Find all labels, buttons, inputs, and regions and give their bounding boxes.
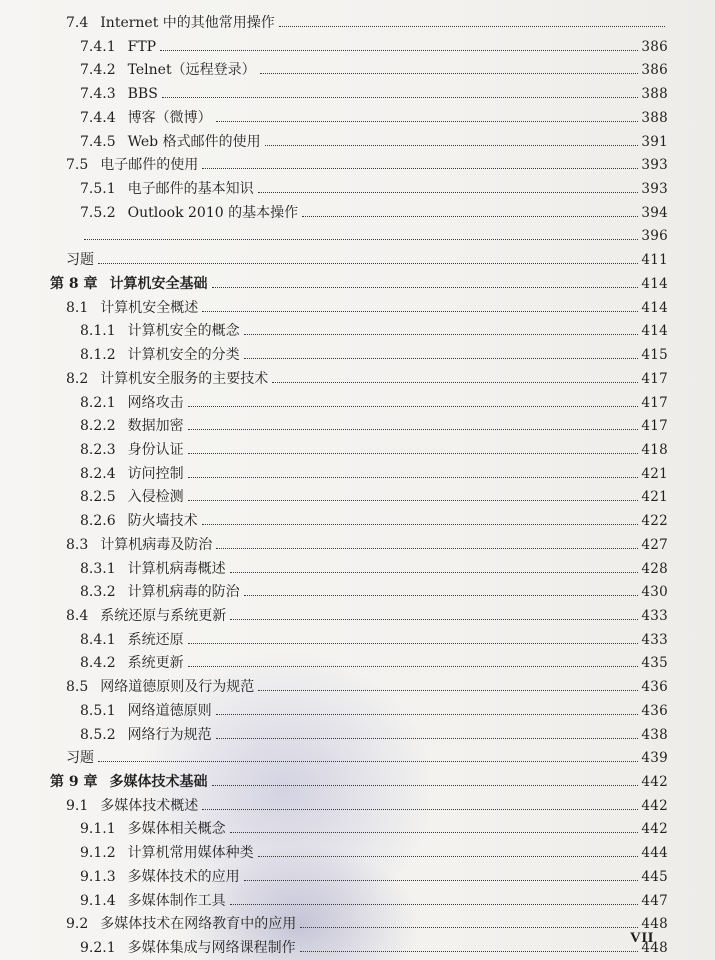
entry-number: 9.1.4 (80, 892, 116, 909)
entry-page-number: 421 (641, 465, 668, 482)
entry-title: 博客（微博） (127, 109, 212, 126)
entry-number: 7.4 (66, 15, 89, 31)
dot-leader (216, 120, 639, 122)
entry-page-number: 447 (641, 892, 668, 909)
dot-leader (258, 689, 638, 691)
entry-page-number: 417 (641, 394, 668, 411)
dot-leader (160, 49, 638, 51)
entry-number: 7.5.1 (80, 181, 116, 198)
dot-leader (202, 167, 638, 169)
entry-number: 8.2.3 (80, 441, 116, 458)
entry-page-number: 436 (641, 679, 668, 696)
entry-page-number: 414 (641, 299, 668, 316)
dot-leader (300, 926, 638, 928)
toc-subsection-entry (80, 814, 668, 838)
entry-page-number: 394 (641, 204, 668, 221)
dot-leader (188, 665, 639, 667)
dot-leader (300, 950, 639, 952)
entry-title: 网络行为规范 (127, 726, 212, 743)
entry-page-number: 436 (641, 702, 668, 719)
entry-title: 系统还原 (127, 631, 184, 648)
toc-subsection-entry (80, 55, 668, 79)
entry-number: 8.2.1 (80, 394, 116, 411)
entry-page-number: 433 (641, 631, 668, 648)
entry-page-number: 417 (641, 370, 668, 387)
entry-title: 系统更新 (127, 655, 184, 672)
entry-page-number: 393 (641, 157, 668, 174)
entry-number: 8.5.2 (80, 726, 116, 743)
toc-section-entry (66, 364, 668, 388)
dot-leader (202, 523, 639, 525)
entry-number: 8.2.4 (80, 465, 116, 482)
entry-title: 身份认证 (127, 441, 184, 458)
entry-page-number: 442 (641, 797, 668, 814)
toc-subsection-entry (80, 577, 668, 601)
entry-page-number: 448 (641, 916, 668, 933)
dot-leader (216, 547, 638, 549)
toc-chapter-entry (50, 767, 668, 791)
toc-subsection-entry (80, 388, 668, 412)
toc-subsection-entry (80, 198, 668, 222)
entry-title: 多媒体技术在网络教育中的应用 (100, 916, 297, 933)
entry-number: 8.1.1 (80, 323, 116, 340)
entry-page-number: 442 (641, 774, 668, 791)
dot-leader (216, 737, 639, 739)
dot-leader (212, 784, 639, 786)
entry-page-number: 415 (641, 347, 668, 364)
entry-number: 8.4.1 (80, 631, 116, 648)
entry-number: 8.1.2 (80, 347, 116, 364)
entry-number: 7.4.1 (80, 38, 116, 55)
toc-subsection-entry (80, 316, 668, 340)
toc-subsection-entry (80, 838, 668, 862)
entry-title: 计算机安全的分类 (127, 347, 240, 364)
entry-title: 防火墙技术 (127, 513, 198, 530)
toc-subsection-entry (80, 862, 668, 886)
toc-section-entry (66, 672, 668, 696)
entry-number: 9.1.2 (80, 845, 116, 862)
entry-title: 计算机病毒的防治 (127, 584, 240, 601)
entry-page-number: 438 (641, 726, 668, 743)
entry-number: 7.5.2 (80, 204, 116, 221)
dot-leader (98, 760, 638, 762)
entry-number: 9.2 (66, 916, 89, 933)
toc-subsection-entry (80, 103, 668, 127)
dot-leader (188, 452, 639, 454)
dot-leader (230, 903, 639, 905)
entry-title: 多媒体技术概述 (100, 797, 199, 814)
dot-leader (265, 144, 639, 146)
dot-leader (216, 713, 639, 715)
entry-number: 8.4.2 (80, 655, 116, 672)
toc-subsection-entry (80, 696, 668, 720)
toc-subsection-entry (80, 79, 668, 103)
toc-subsection-entry (80, 554, 668, 578)
entry-page-number: 386 (641, 62, 668, 79)
entry-page-number: 396 (641, 228, 668, 245)
entry-title: 多媒体技术的应用 (127, 868, 240, 885)
dot-leader (244, 879, 639, 881)
entry-page-number: 448 (641, 940, 668, 957)
entry-number: 8.3.1 (80, 560, 116, 577)
dot-leader (279, 25, 665, 27)
toc-subsection-entry (80, 459, 668, 483)
entry-title: 网络道德原则 (127, 702, 212, 719)
dot-leader (202, 808, 638, 810)
entry-title: 多媒体制作工具 (127, 892, 226, 909)
toc-subsection-entry (80, 221, 668, 245)
dot-leader (212, 286, 639, 288)
entry-number: 9.1 (66, 797, 89, 814)
entry-number: 第 8 章 (50, 275, 98, 292)
dot-leader (258, 191, 639, 193)
entry-number: 7.4.5 (80, 133, 116, 150)
entry-title: 习题 (66, 750, 94, 767)
entry-page-number: 411 (641, 252, 668, 269)
entry-title: 电子邮件的使用 (100, 157, 199, 174)
entry-title: 习题 (66, 252, 94, 269)
entry-page-number: 444 (641, 845, 668, 862)
toc-section-entry (66, 909, 668, 933)
entry-title: 多媒体相关概念 (127, 821, 226, 838)
entry-title: 访问控制 (127, 465, 184, 482)
entry-number: 8.4 (66, 608, 89, 624)
entry-page-number: 418 (641, 441, 668, 458)
entry-title: 计算机安全服务的主要技术 (100, 370, 269, 387)
entry-title: 计算机安全的概念 (127, 323, 240, 340)
entry-page-number: 442 (641, 821, 668, 838)
toc-subsection-entry (80, 482, 668, 506)
entry-page-number: 427 (641, 536, 668, 553)
entry-title: 数据加密 (127, 418, 184, 435)
entry-number: 9.1.1 (80, 821, 116, 838)
toc-section-entry (66, 150, 668, 174)
entry-title: Internet 中的其他常用操作 (100, 15, 275, 31)
toc-section-entry (66, 530, 668, 554)
entry-title: 入侵检测 (127, 489, 184, 506)
entry-title: 计算机病毒及防治 (100, 536, 213, 553)
dot-leader (244, 333, 639, 335)
dot-leader (162, 96, 639, 98)
dot-leader (202, 310, 638, 312)
toc-subsection-entry (80, 625, 668, 649)
toc-subsection-entry (80, 32, 668, 56)
entry-title: 网络道德原则及行为规范 (100, 679, 255, 696)
entry-number: 9.1.3 (80, 868, 116, 885)
dot-leader (84, 238, 638, 240)
entry-title: 计算机常用媒体种类 (127, 845, 254, 862)
entry-title: 多媒体集成与网络课程制作 (127, 940, 296, 957)
toc-subsection-entry (80, 506, 668, 530)
dot-leader (188, 428, 639, 430)
entry-page-number: 391 (641, 133, 668, 150)
toc-exercise-entry (66, 245, 668, 269)
toc-subsection-entry (80, 720, 668, 744)
toc-subsection-entry (80, 933, 668, 957)
entry-number: 7.5 (66, 157, 89, 174)
toc-section-entry (66, 601, 668, 625)
entry-number: 8.2.2 (80, 418, 116, 435)
dot-leader (272, 381, 638, 383)
entry-page-number: 386 (641, 38, 668, 55)
dot-leader (188, 476, 639, 478)
entry-page-number: 428 (641, 560, 668, 577)
dot-leader (302, 215, 638, 217)
entry-title: Telnet（远程登录） (127, 62, 256, 79)
toc-subsection-entry (80, 127, 668, 151)
entry-page-number: 433 (641, 608, 668, 624)
entry-number: 8.2 (66, 370, 89, 387)
entry-title: 计算机安全概述 (100, 299, 199, 316)
dot-leader (230, 831, 639, 833)
entry-title: 多媒体技术基础 (109, 774, 208, 791)
entry-title: Web 格式邮件的使用 (127, 133, 261, 150)
page-folio: VII (630, 930, 655, 946)
dot-leader (188, 642, 639, 644)
entry-number: 8.3.2 (80, 584, 116, 601)
entry-title: 计算机病毒概述 (127, 560, 226, 577)
entry-page-number: 417 (641, 418, 668, 435)
dot-leader (244, 357, 639, 359)
entry-number: 8.1 (66, 299, 89, 316)
entry-page-number: 422 (641, 513, 668, 530)
toc-section-entry (66, 791, 668, 815)
entry-title: BBS (127, 86, 158, 103)
entry-number: 8.5.1 (80, 702, 116, 719)
toc-exercise-entry (66, 743, 668, 767)
entry-number: 8.3 (66, 536, 89, 553)
entry-number: 8.2.6 (80, 513, 116, 530)
dot-leader (98, 262, 638, 264)
entry-number: 7.4.2 (80, 62, 116, 79)
entry-page-number: 439 (641, 750, 668, 767)
entry-number: 7.4.3 (80, 86, 116, 103)
entry-page-number: 430 (641, 584, 668, 601)
entry-page-number: 388 (641, 109, 668, 126)
dot-leader (258, 855, 639, 857)
toc-subsection-entry (80, 648, 668, 672)
toc-subsection-entry (80, 174, 668, 198)
entry-page-number: 393 (641, 181, 668, 198)
dot-leader (260, 72, 639, 74)
toc-section-entry (66, 293, 668, 317)
dot-leader (230, 571, 639, 573)
entry-number: 8.5 (66, 679, 89, 696)
dot-leader (188, 405, 639, 407)
entry-page-number: 421 (641, 489, 668, 506)
entry-number: 7.4.4 (80, 109, 116, 126)
toc-subsection-entry (80, 435, 668, 459)
entry-number: 8.2.5 (80, 489, 116, 506)
toc-subsection-entry (80, 886, 668, 910)
entry-title: Outlook 2010 的基本操作 (127, 204, 299, 221)
toc-chapter-entry (50, 269, 668, 293)
entry-number: 9.2.1 (80, 940, 116, 957)
entry-page-number: 435 (641, 655, 668, 672)
entry-number: 第 9 章 (50, 774, 98, 791)
entry-title: 计算机安全基础 (109, 275, 208, 292)
entry-page-number: 388 (641, 86, 668, 103)
toc-section-entry (66, 8, 668, 32)
entry-title: 网络攻击 (127, 394, 184, 411)
dot-leader (230, 618, 638, 620)
toc-subsection-entry (80, 411, 668, 435)
dot-leader (188, 499, 639, 501)
entry-page-number: 445 (641, 868, 668, 885)
toc-subsection-entry (80, 340, 668, 364)
entry-title: FTP (127, 38, 157, 55)
entry-page-number: 414 (641, 275, 668, 292)
dot-leader (244, 594, 639, 596)
entry-page-number: 414 (641, 323, 668, 340)
entry-title: 系统还原与系统更新 (100, 608, 227, 624)
entry-title: 电子邮件的基本知识 (127, 181, 254, 198)
